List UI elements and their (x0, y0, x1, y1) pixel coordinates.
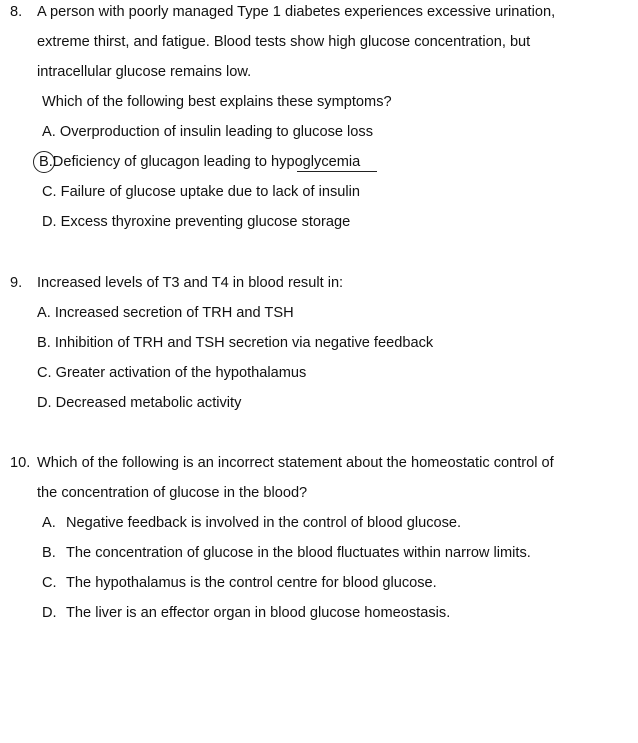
option-a[interactable] (42, 123, 373, 141)
option-c[interactable] (42, 574, 437, 592)
option-text: The hypothalamus is the control centre for blood glucose. (66, 575, 437, 591)
option-letter: A. (37, 305, 51, 321)
option-letter: A. (42, 124, 56, 140)
option-text: The liver is an effector organ in blood glucose homeostasis. (66, 605, 451, 621)
option-text: Deficiency of glucagon leading to hypoglycemia (52, 154, 361, 170)
question-stem-line: intracellular glucose remains low. (37, 64, 252, 80)
question-stem-line: the concentration of glucose in the blood? (37, 485, 308, 501)
option-letter: C. (42, 575, 57, 591)
option-text: Decreased metabolic activity (55, 395, 242, 411)
option-letter: B. (42, 545, 56, 561)
option-text: Greater activation of the hypothalamus (55, 365, 307, 381)
question-number: 10. (10, 455, 31, 471)
option-letter: D. (42, 214, 57, 230)
option-a[interactable] (42, 514, 461, 532)
option-text: Failure of glucose uptake due to lack of insulin (60, 184, 361, 200)
option-b[interactable] (42, 544, 531, 562)
option-text: Increased secretion of TRH and TSH (54, 305, 294, 321)
question-stem-line: Increased levels of T3 and T4 in blood result in: (37, 275, 344, 291)
option-text: The concentration of glucose in the blood fluctuates within narrow limits. (66, 545, 531, 561)
option-letter: A. (42, 515, 56, 531)
option-c[interactable] (37, 364, 306, 382)
option-d[interactable] (37, 394, 241, 412)
question-stem-line: A person with poorly managed Type 1 diabetes experiences excessive urination, (37, 4, 556, 20)
option-letter: B. (37, 335, 51, 351)
option-text: Overproduction of insulin leading to glucose loss (59, 124, 373, 140)
option-letter: D. (42, 605, 57, 621)
question-prompt: Which of the following best explains these symptoms? (42, 94, 392, 110)
option-d[interactable] (42, 604, 450, 622)
option-b[interactable] (37, 334, 433, 352)
question-stem-line: extreme thirst, and fatigue. Blood tests show high glucose concentration, but (37, 34, 531, 50)
option-text: Negative feedback is involved in the control of blood glucose. (66, 515, 462, 531)
option-letter: D. (37, 395, 52, 411)
handwritten-underline-mark (297, 171, 377, 172)
option-text: Inhibition of TRH and TSH secretion via negative feedback (54, 335, 434, 351)
option-letter: C. (37, 365, 52, 381)
option-c[interactable] (42, 183, 360, 201)
option-letter: B. (39, 154, 53, 170)
question-number: 8. (10, 4, 23, 20)
question-number: 9. (10, 275, 23, 291)
option-d[interactable] (42, 213, 350, 231)
option-a[interactable] (37, 304, 294, 322)
option-b-selected[interactable] (39, 153, 360, 171)
question-stem-line: Which of the following is an incorrect statement about the homeostatic control of (37, 455, 554, 471)
option-text: Excess thyroxine preventing glucose storage (60, 214, 351, 230)
option-letter: C. (42, 184, 57, 200)
